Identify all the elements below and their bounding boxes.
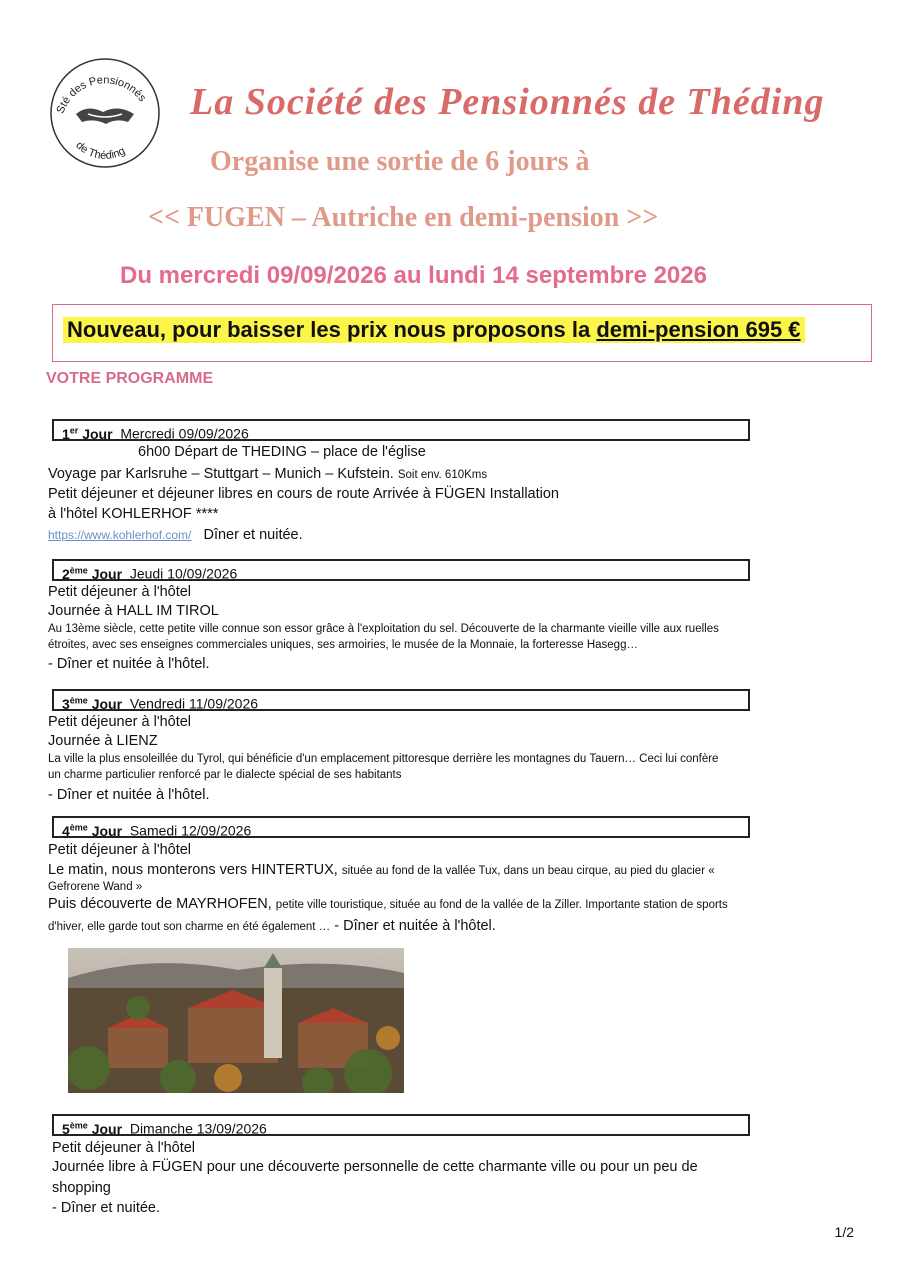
day-1-header: 1er Jour Mercredi 09/09/2026 xyxy=(52,419,750,441)
day-3-line: Journée à LIENZ xyxy=(48,733,158,749)
day-2-header: 2ème Jour Jeudi 10/09/2026 xyxy=(52,559,750,581)
day-5-line: shopping xyxy=(52,1180,111,1196)
day-2-line: - Dîner et nuitée à l'hôtel. xyxy=(48,656,210,672)
hotel-link[interactable]: https://www.kohlerhof.com/ xyxy=(48,528,192,542)
day-1-line: Petit déjeuner et déjeuner libres en cours de route Arrivée à FÜGEN Installation xyxy=(48,486,559,502)
day-1-line: Voyage par Karlsruhe – Stuttgart – Munich – Kufstein. Soit env. 610Kms xyxy=(48,466,488,482)
promo-text xyxy=(63,317,805,343)
day-3-line: - Dîner et nuitée à l'hôtel. xyxy=(48,787,210,803)
day-4-line: Puis découverte de MAYRHOFEN, petite ville touristique, située au fond de la vallée de la Ziller. Importante station de sports xyxy=(48,896,728,912)
day-3-header: 3ème Jour Vendredi 11/09/2026 xyxy=(52,689,750,711)
day-1-line: 6h00 Départ de THEDING – place de l'église xyxy=(138,444,426,460)
svg-text:Sté des Pensionnés: Sté des Pensionnés xyxy=(54,74,149,116)
day-1-line: https://www.kohlerhof.com/ Dîner et nuitée. xyxy=(48,527,303,543)
day-1-line: à l'hôtel KOHLERHOF **** xyxy=(48,506,219,522)
page-title: La Société des Pensionnés de Théding xyxy=(190,81,825,123)
promo-box xyxy=(52,304,872,362)
day-2-line: étroites, avec ses enseignes commerciales uniques, ses armoiries, le musée de la Monnaie, la forteresse Hasegg… xyxy=(48,639,638,651)
promo-prefix: Nouveau, pour baisser les prix nous proposons la xyxy=(67,317,597,342)
day-2-line: Journée à HALL IM TIROL xyxy=(48,603,219,619)
day-4-line: Le matin, nous monterons vers HINTERTUX, située au fond de la vallée Tux, dans un beau cirque, au pied du glacier « xyxy=(48,862,715,878)
page-number: 1/2 xyxy=(834,1224,854,1240)
day-2-line: Au 13ème siècle, cette petite ville connue son essor grâce à l'exploitation du sel. Découverte de la charmante vieille ville aux ruelles xyxy=(48,623,719,635)
association-logo xyxy=(48,56,163,171)
handshake-icon xyxy=(76,108,134,124)
day-3-line: La ville la plus ensoleillée du Tyrol, qui bénéficie d'un emplacement pittoresque derrière les montagnes du Tauern… Ceci lui confère xyxy=(48,753,719,765)
town-photo xyxy=(68,948,404,1093)
day-4-line: Petit déjeuner à l'hôtel xyxy=(48,842,192,858)
day-4-line: d'hiver, elle garde tout son charme en été également … - Dîner et nuitée à l'hôtel. xyxy=(48,918,496,934)
day-2-line: Petit déjeuner à l'hôtel xyxy=(48,584,192,600)
svg-text:de Théding: de Théding xyxy=(73,139,128,162)
day-5-header: 5ème Jour Dimanche 13/09/2026 xyxy=(52,1114,750,1136)
day-5-line: - Dîner et nuitée. xyxy=(52,1200,160,1216)
day-4-header: 4ème Jour Samedi 12/09/2026 xyxy=(52,816,750,838)
day-4-line: Gefrorene Wand » xyxy=(48,881,143,893)
day-3-line: Petit déjeuner à l'hôtel xyxy=(48,714,192,730)
day-5-line: Journée libre à FÜGEN pour une découverte personnelle de cette charmante ville ou pour un peu de xyxy=(52,1159,698,1175)
programme-heading: VOTRE PROGRAMME xyxy=(46,370,214,387)
day-3-line: un charme particulier renforcé par le dialecte spécial de ses habitants xyxy=(48,769,402,781)
subtitle-trip: Organise une sortie de 6 jours à xyxy=(210,146,590,177)
promo-price: demi-pension 695 € xyxy=(596,317,801,342)
trip-dates: Du mercredi 09/09/2026 au lundi 14 septembre 2026 xyxy=(120,262,707,289)
day-5-line: Petit déjeuner à l'hôtel xyxy=(52,1140,196,1156)
subtitle-destination: << FUGEN – Autriche en demi-pension >> xyxy=(148,202,659,233)
